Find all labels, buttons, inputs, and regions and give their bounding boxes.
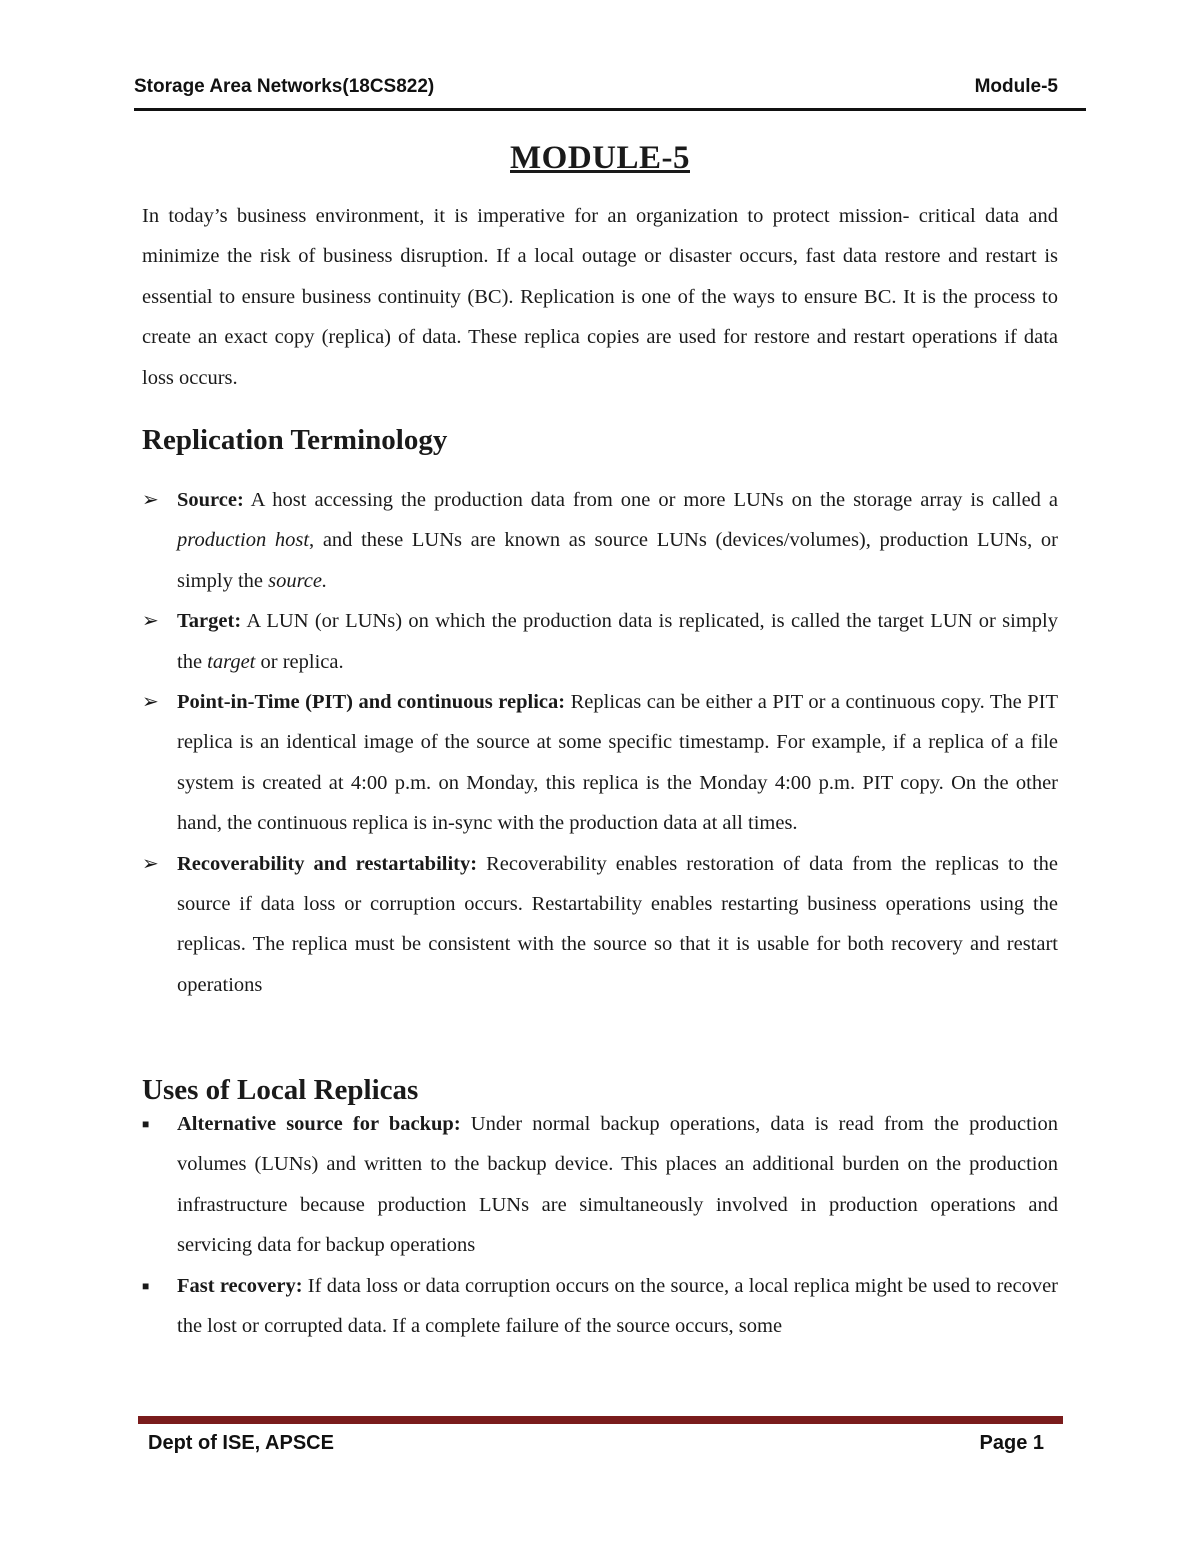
page-header	[134, 72, 1086, 104]
term-emphasis: target	[207, 650, 256, 673]
term-text: A host accessing the production data from one or more LUNs on the storage array is called a	[243, 489, 1058, 511]
replication-terminology-list	[142, 480, 1058, 1005]
footer-page-number: Page 1	[979, 1432, 1044, 1454]
section-heading-uses-of-local-replicas: Uses of Local Replicas	[142, 1074, 419, 1106]
arrow-bullet-icon: ➢	[142, 489, 159, 511]
footer-divider	[138, 1416, 1063, 1424]
arrow-bullet-icon: ➢	[142, 852, 159, 875]
list-item	[142, 682, 1058, 844]
header-course-title: Storage Area Networks(18CS822)	[134, 76, 435, 97]
header-module-label: Module-5	[974, 76, 1058, 97]
section-heading-replication-terminology: Replication Terminology	[142, 424, 448, 456]
footer-department: Dept of ISE, APSCE	[148, 1432, 334, 1454]
term-label: Recoverability and restartability:	[177, 852, 478, 875]
term-text: If data loss or data corruption occurs on the source, a local replica might be used to recover the lost or corrupted data. If a complete failure of the source occurs, some	[177, 1274, 1058, 1338]
term-label: Point-in-Time (PIT) and continuous replica:	[177, 691, 566, 714]
term-label: Fast recovery:	[177, 1274, 303, 1297]
term-emphasis: production host	[177, 529, 310, 552]
list-item	[142, 480, 1058, 601]
term-text: , and these LUNs are known as source LUNs (devices/volumes), production LUNs, or simply the	[177, 529, 1058, 592]
term-text: Replicas can be either a PIT or a continuous copy. The PIT replica is an identical image of the source at some specific timestamp. For example, if a replica of a file system is created at 4:00 p.m. on Monday, this replica is the Monday 4:00 p.m. PIT copy. On the other hand, the continuous replica is in-sync with the production data at all times.	[177, 691, 1058, 835]
intro-paragraph: In today’s business environment, it is imperative for an organization to protect mission- critical data and minimize the risk of business disruption. If a local outage or disaster occurs, fast data restore and restart is essential to ensure business continuity (BC). Replication is one of the ways to ensure BC. It is the process to create an exact copy (replica) of data. These replica copies are used for restore and restart operations if data loss occurs.	[142, 205, 1058, 389]
arrow-bullet-icon: ➢	[142, 691, 159, 714]
term-text: Recoverability enables restoration of data from the replicas to the source if data loss or corruption occurs. Restartability enables restarting business operations using the replicas. The replica must be consistent with the source so that it is usable for both recovery and restart operations	[177, 852, 1058, 996]
term-label: Alternative source for backup:	[177, 1113, 461, 1135]
term-emphasis: source.	[268, 569, 328, 592]
term-text: or replica.	[255, 650, 344, 673]
term-label: Source:	[177, 489, 244, 511]
arrow-bullet-icon: ➢	[142, 610, 159, 633]
square-bullet-icon: ■	[142, 1278, 150, 1293]
list-item	[142, 844, 1058, 1006]
term-label: Target:	[177, 610, 242, 633]
square-bullet-icon: ■	[142, 1117, 150, 1131]
page-title: MODULE-5	[510, 140, 690, 176]
uses-of-local-replicas-list	[142, 1104, 1058, 1346]
header-divider	[134, 108, 1086, 111]
list-item	[142, 1104, 1058, 1266]
term-text: A LUN (or LUNs) on which the production data is replicated, is called the target LUN or simply the	[177, 610, 1058, 673]
list-item	[142, 1266, 1058, 1347]
list-item	[142, 601, 1058, 682]
term-text: Under normal backup operations, data is read from the production volumes (LUNs) and written to the backup device. This places an additional burden on the production infrastructure because production LUNs are simultaneously involved in production operations and servicing data for backup operations	[177, 1113, 1058, 1257]
